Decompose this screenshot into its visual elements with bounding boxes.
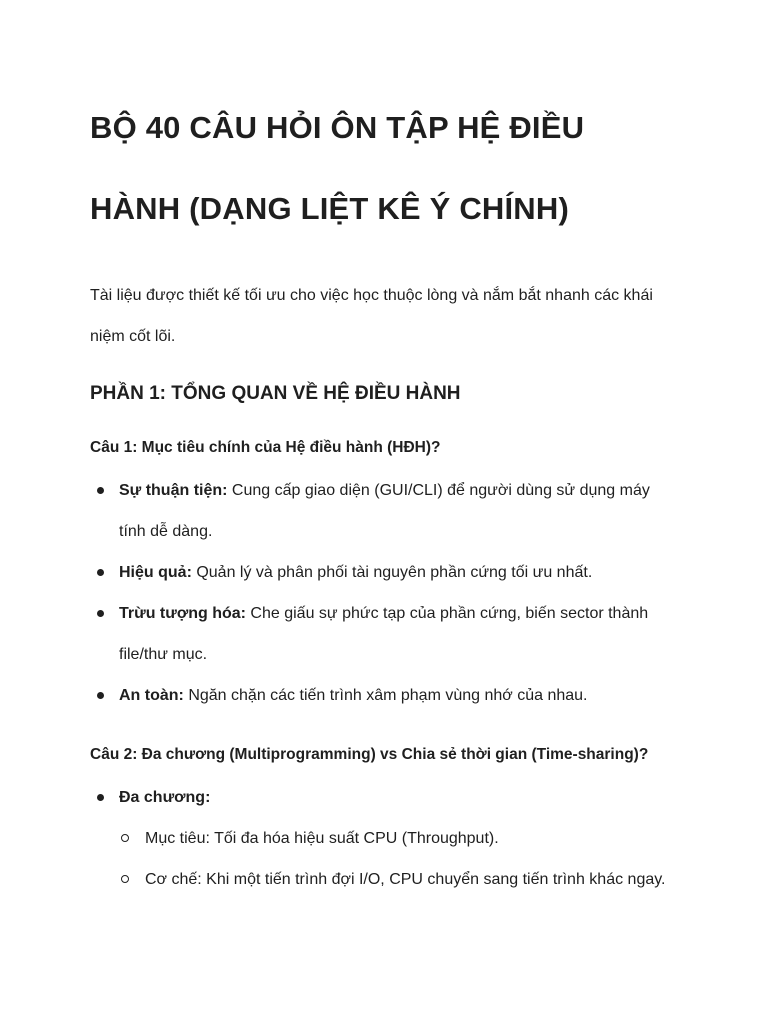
sub-list-item: [90, 859, 678, 900]
item-label: An toàn:: [119, 687, 184, 704]
item-text: Quản lý và phân phối tài nguyên phần cứng tối ưu nhất.: [191, 564, 593, 581]
intro-paragraph: Tài liệu được thiết kế tối ưu cho việc học thuộc lòng và nắm bắt nhanh các khái niệm cốt lõi.: [90, 287, 653, 345]
item-label: Sự thuận tiện:: [119, 482, 228, 499]
item-label: Hiệu quả:: [119, 564, 192, 581]
question-1-list: [90, 470, 678, 716]
item-label: Đa chương:: [119, 789, 211, 806]
sub-list-item: [90, 818, 678, 859]
question-2-list: [90, 777, 678, 818]
question-2: Câu 2: Đa chương (Multiprogramming) vs Chia sẻ thời gian (Time-sharing)?: [90, 746, 649, 763]
item-text: Che giấu sự phức tạp của phần cứng, biến sector thành file/thư mục.: [119, 605, 649, 663]
bullet-circle-icon: [121, 834, 129, 842]
bullet-circle-icon: [121, 875, 129, 883]
bullet-dot-icon: [97, 610, 104, 617]
list-item: [90, 777, 678, 818]
list-item: [90, 675, 678, 716]
document-title: BỘ 40 CÂU HỎI ÔN TẬP HỆ ĐIỀU HÀNH (DẠNG LIỆT KÊ Ý CHÍNH): [90, 110, 585, 226]
question-2-sublist: [90, 818, 678, 900]
list-item: [90, 552, 678, 593]
question-1: Câu 1: Mục tiêu chính của Hệ điều hành (HĐH)?: [90, 439, 441, 456]
section-heading: PHẦN 1: TỔNG QUAN VỀ HỆ ĐIỀU HÀNH: [90, 383, 461, 404]
bullet-dot-icon: [97, 692, 104, 699]
item-label: Trừu tượng hóa:: [119, 605, 246, 622]
bullet-dot-icon: [97, 487, 104, 494]
bullet-dot-icon: [97, 794, 104, 801]
sub-item-text: Mục tiêu: Tối đa hóa hiệu suất CPU (Throughput).: [145, 830, 499, 847]
item-text: Ngăn chặn các tiến trình xâm phạm vùng nhớ của nhau.: [183, 687, 588, 704]
list-item: [90, 593, 678, 675]
item-text: Cung cấp giao diện (GUI/CLI) để người dùng sử dụng máy tính dễ dàng.: [119, 482, 650, 540]
sub-item-text: Cơ chế: Khi một tiến trình đợi I/O, CPU chuyển sang tiến trình khác ngay.: [145, 871, 666, 888]
list-item: [90, 470, 678, 552]
bullet-dot-icon: [97, 569, 104, 576]
